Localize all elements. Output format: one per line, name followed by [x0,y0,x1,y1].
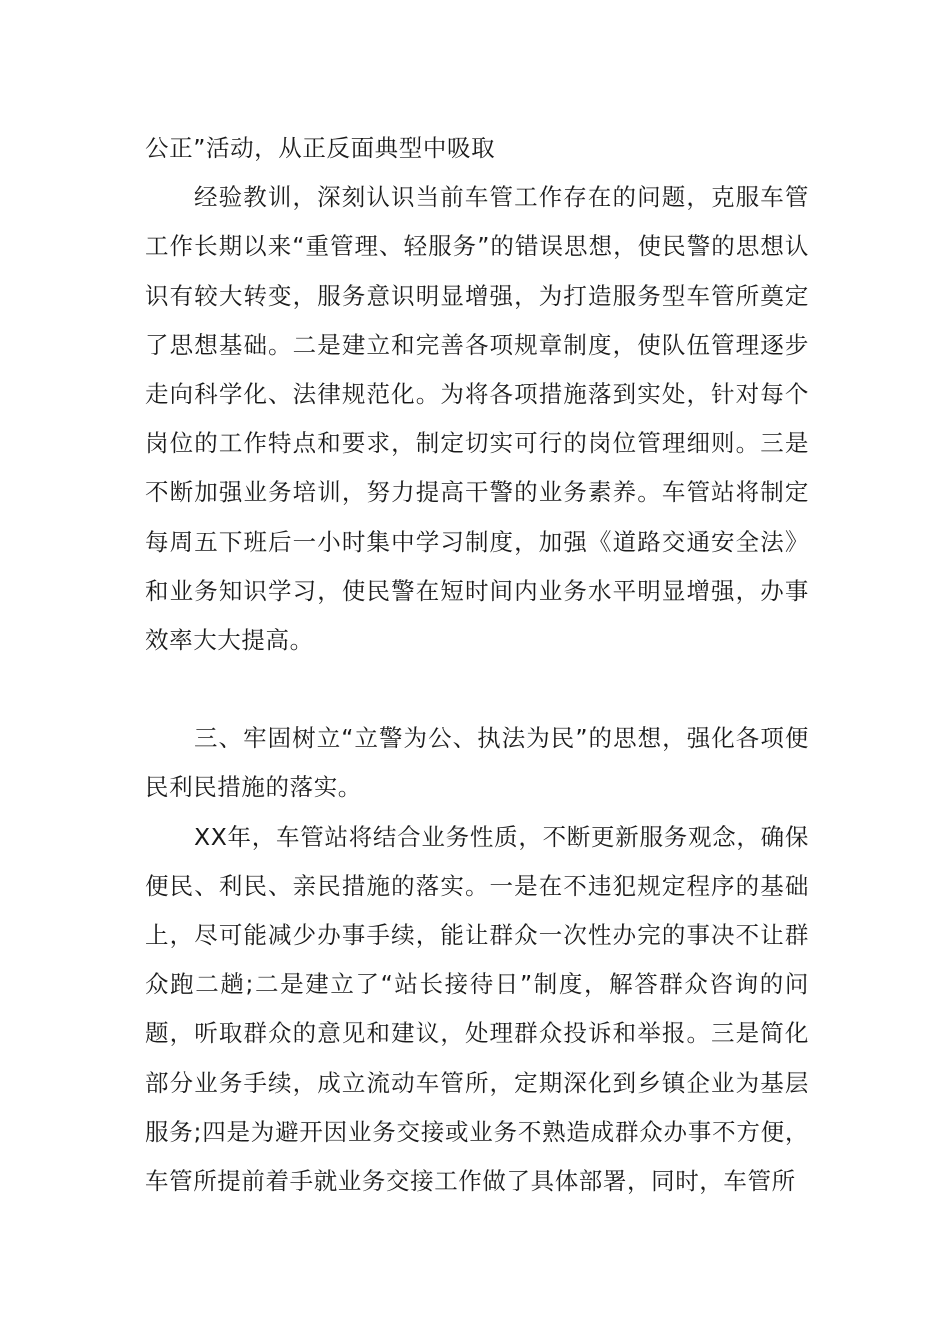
paragraph-continuation: 公正”活动，从正反面典型中吸取 [145,134,496,162]
section-heading-three: 三、牢固树立“立警为公、执法为民”的思想，强化各项便民利民措施的落实。 [145,724,809,802]
paragraph-convenience-measures: XX年，车管站将结合业务性质，不断更新服务观念，确保便民、利民、亲民措施的落实。一是在不违犯规定程序的基础上，尽可能减少办事手续，能让群众一次性办完的事决不让群众跑二趟;二是建立了“站长接待日”制度，解答群众咨询的问题，听取群众的意见和建议，处理群众投诉和举报。三是简化部分业务手续，成立流动车管所，定期深化到乡镇企业为基层服务;四是为避开因业务交接或业务不熟造成群众办事不方便，车管所提前着手就业务交接工作做了具体部署，同时，车管所 [145,822,809,1196]
document-body [145,124,809,1206]
section-spacer [145,665,809,714]
paragraph-experience-lessons: 经验教训，深刻认识当前车管工作存在的问题，克服车管工作长期以来“重管理、轻服务”的错误思想，使民警的思想认识有较大转变，服务意识明显增强，为打造服务型车管所奠定了思想基础。二是建立和完善各项规章制度，使队伍管理逐步走向科学化、法律规范化。为将各项措施落到实处，针对每个岗位的工作特点和要求，制定切实可行的岗位管理细则。三是不断加强业务培训，努力提高干警的业务素养。车管站将制定每周五下班后一小时集中学习制度，加强《道路交通安全法》和业务知识学习，使民警在短时间内业务水平明显增强，办事效率大大提高。 [145,183,809,655]
